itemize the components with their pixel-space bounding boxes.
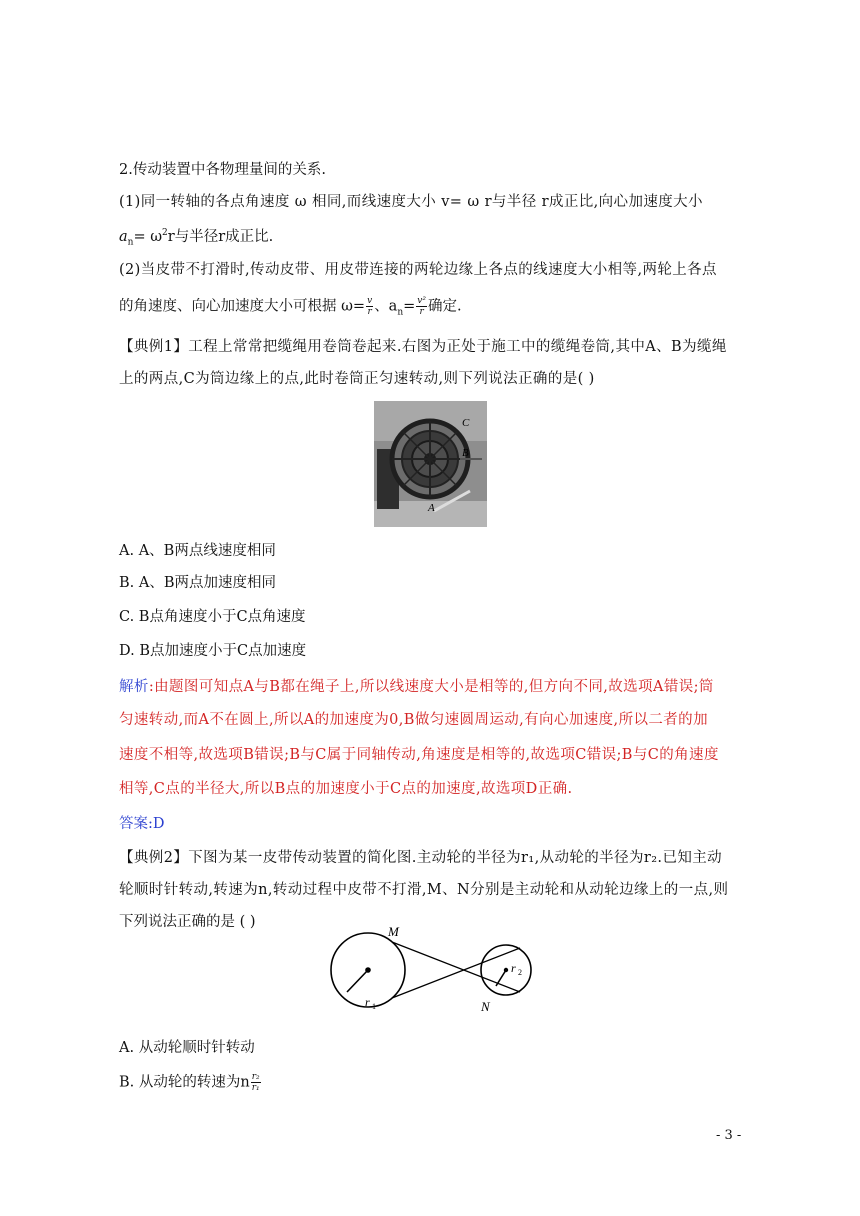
option-a: A. A、B两点线速度相同 bbox=[119, 543, 276, 559]
example1-question-line-1: 【典例1】工程上常常把缆绳用卷筒卷起来.右图为正处于施工中的缆绳卷筒,其中A、B为缆绳 bbox=[119, 339, 727, 355]
analysis-line-2: 匀速转动,而A不在圆上,所以A的加速度为0,B做匀速圆周运动,有向心加速度,所以二者的加 bbox=[119, 712, 708, 728]
formula-lead: 的角速度、向心加速度大小可根据 ω= bbox=[119, 298, 366, 315]
paragraph-1-line-2 bbox=[119, 223, 273, 253]
example2-question-line-3: 下列说法正确的是 ( ) bbox=[119, 914, 256, 930]
paragraph-1-line-1: (1)同一转轴的各点角速度 ω 相同,而线速度大小 v= ω r与半径 r成正比,向心加速度大小 bbox=[119, 194, 703, 210]
formula-tail: r与半径r成正比. bbox=[167, 228, 274, 245]
label-r1-sub: 1 bbox=[372, 1002, 376, 1011]
formula-sup: 2 bbox=[162, 228, 168, 238]
analysis-line-3: 速度不相等,故选项B错误;B与C属于同轴传动,角速度是相等的,故选项C错误;B与C的角速度 bbox=[119, 747, 719, 763]
label-b: B bbox=[462, 447, 469, 459]
analysis-text: :由题图可知点A与B都在绳子上,所以线速度大小是相等的,但方向不同,故选项A错误;筒 bbox=[148, 679, 714, 695]
option-b-text: B. 从动轮的转速为n bbox=[119, 1074, 250, 1091]
label-a: A bbox=[428, 502, 435, 514]
fraction-v2-over-r bbox=[416, 296, 427, 317]
label-r2-sub: 2 bbox=[518, 968, 522, 977]
fraction-num: v² bbox=[417, 296, 426, 306]
formula-eq: = bbox=[403, 298, 416, 315]
paragraph-2-line-2 bbox=[119, 296, 462, 322]
label-m: M bbox=[388, 924, 399, 939]
formula-end: 确定. bbox=[428, 298, 462, 315]
analysis-label: 解析 bbox=[119, 679, 149, 695]
example2-question-line-1: 【典例2】下图为某一皮带传动装置的简化图.主动轮的半径为r₁,从动轮的半径为r₂.已知主动 bbox=[119, 850, 723, 866]
fraction-den: r₁ bbox=[251, 1083, 260, 1093]
label-c: C bbox=[462, 417, 470, 429]
formula-a: a bbox=[119, 228, 128, 245]
option-d: D. B点加速度小于C点加速度 bbox=[119, 643, 307, 659]
belt-segment bbox=[392, 948, 520, 998]
analysis-line-4: 相等,C点的半径大,所以B点的加速度小于C点的加速度,故选项D正确. bbox=[119, 781, 573, 797]
formula-an-sub: n bbox=[397, 307, 404, 318]
label-n: N bbox=[481, 999, 490, 1014]
option-c: C. B点角速度小于C点角速度 bbox=[119, 609, 306, 625]
page-number: - 3 - bbox=[716, 1128, 742, 1143]
analysis-line-1 bbox=[119, 677, 714, 697]
label-r2: r bbox=[511, 961, 516, 975]
cable-drum-photo bbox=[374, 401, 487, 527]
answer: 答案:D bbox=[119, 816, 165, 832]
example2-question-line-2: 轮顺时针转动,转速为n,转动过程中皮带不打滑,M、N分别是主动轮和从动轮边缘上的一点,则 bbox=[119, 882, 729, 898]
belt-drive-diagram bbox=[326, 880, 536, 1030]
fraction-v-over-r bbox=[366, 296, 373, 317]
fraction-num: r₂ bbox=[251, 1072, 260, 1082]
example1-question-line-2: 上的两点,C为筒边缘上的点,此时卷筒正匀速转动,则下列说法正确的是( ) bbox=[119, 371, 595, 387]
paragraph-2-line-1: (2)当皮带不打滑时,传动皮带、用皮带连接的两轮边缘上各点的线速度大小相等,两轮上各点 bbox=[119, 262, 717, 278]
belt-segment bbox=[392, 942, 520, 992]
formula-omega: = ω bbox=[133, 228, 163, 245]
section-heading: 2.传动装置中各物理量间的关系. bbox=[119, 162, 326, 178]
label-r1: r bbox=[365, 995, 370, 1009]
fraction-num: v bbox=[367, 296, 373, 306]
formula-a-sub: n bbox=[127, 237, 134, 248]
fraction-r2-over-r1 bbox=[251, 1072, 261, 1093]
option-b: B. A、B两点加速度相同 bbox=[119, 575, 276, 591]
fraction-den: r bbox=[367, 307, 372, 317]
example2-option-b bbox=[119, 1072, 262, 1093]
example2-option-a: A. 从动轮顺时针转动 bbox=[119, 1040, 255, 1056]
fraction-den: r bbox=[419, 307, 424, 317]
formula-an: 、a bbox=[374, 298, 398, 315]
